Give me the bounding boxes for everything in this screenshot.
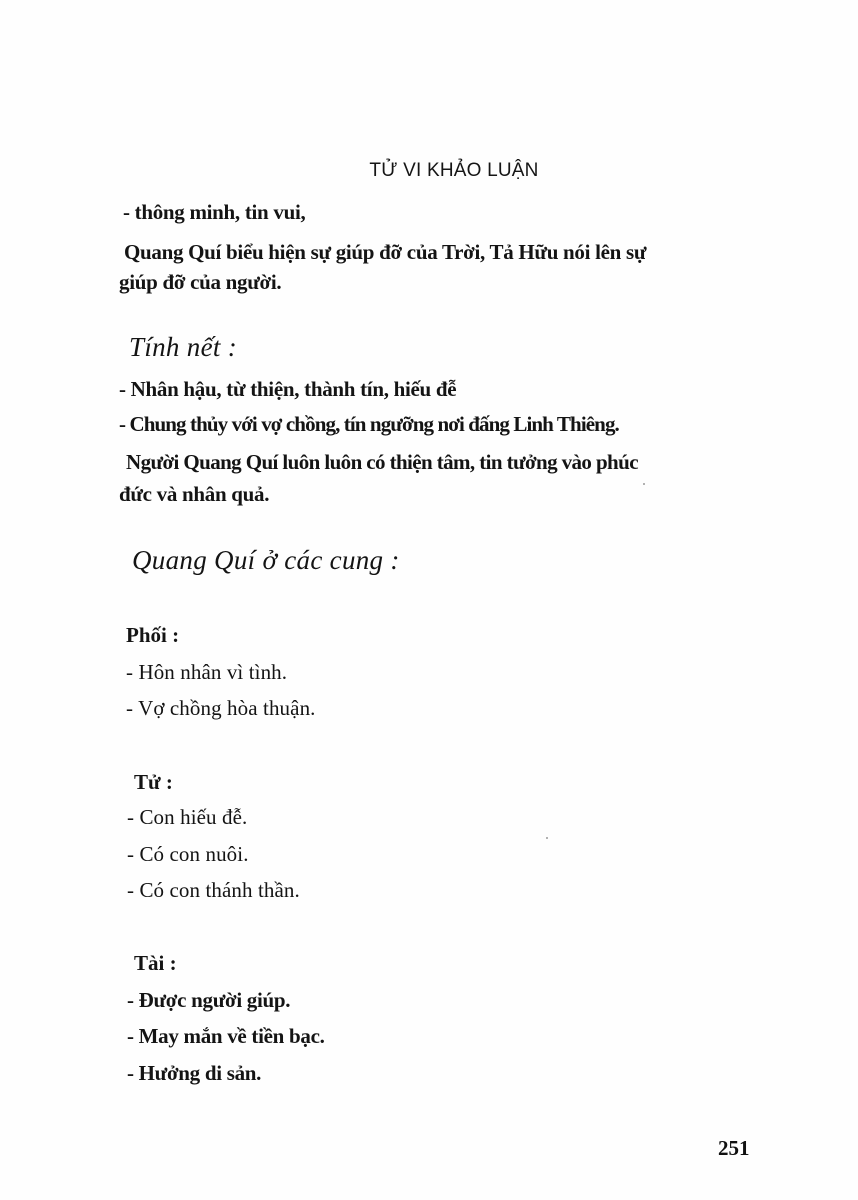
subsection-title-phoi: Phối : xyxy=(126,623,180,647)
tinh-net-paragraph-line: Người Quang Quí luôn luôn có thiện tâm, tin tưởng vào phúc xyxy=(126,450,638,474)
subsection-title-tu: Tử : xyxy=(134,770,173,794)
tinh-net-item: - Chung thủy với vợ chồng, tín ngưỡng nơi đấng Linh Thiêng. xyxy=(119,412,619,436)
section-heading-tinh-net: Tính nết : xyxy=(129,332,237,362)
phoi-item: - Hôn nhân vì tình. xyxy=(126,660,288,684)
subsection-title-tai: Tài : xyxy=(134,951,177,975)
tinh-net-paragraph-line: đức và nhân quả. xyxy=(119,482,270,506)
scan-speck xyxy=(546,837,548,839)
tu-item: - Có con thánh thần. xyxy=(127,878,300,902)
tai-item: - Hưởng di sản. xyxy=(127,1061,262,1085)
tinh-net-item: - Nhân hậu, từ thiện, thành tín, hiếu đễ xyxy=(119,377,457,401)
tai-item: - Được người giúp. xyxy=(127,988,291,1012)
phoi-item: - Vợ chồng hòa thuận. xyxy=(126,696,316,720)
section-heading-cac-cung: Quang Quí ở các cung : xyxy=(132,545,400,575)
scan-speck xyxy=(643,483,645,485)
intro-bullet: - thông minh, tin vui, xyxy=(123,200,306,224)
tu-item: - Có con nuôi. xyxy=(127,842,249,866)
intro-paragraph-line: Quang Quí biểu hiện sự giúp đỡ của Trời, Tả Hữu nói lên sự xyxy=(124,240,647,264)
running-head: TỬ VI KHẢO LUẬN xyxy=(369,160,539,181)
tai-item: - May mắn về tiền bạc. xyxy=(127,1024,325,1048)
page-number: 251 xyxy=(718,1136,750,1160)
tu-item: - Con hiếu đễ. xyxy=(127,805,248,829)
intro-paragraph-line: giúp đỡ của người. xyxy=(119,270,282,294)
